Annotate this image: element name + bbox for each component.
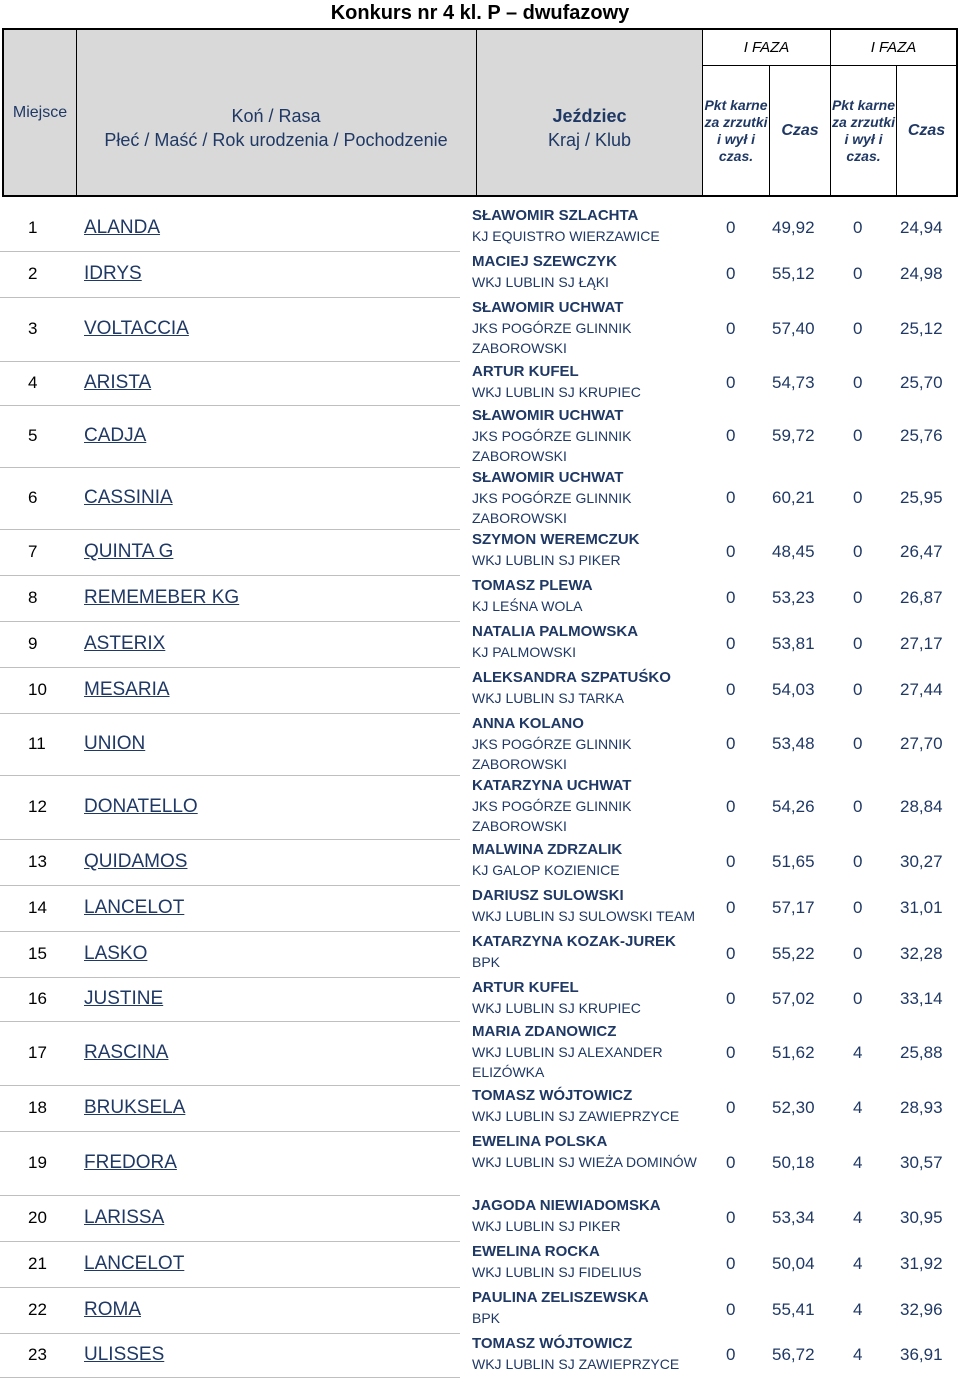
time-phase-2: 26,47 (900, 542, 943, 561)
penalty-phase-1: 0 (726, 989, 736, 1008)
rider-name: EWELINA POLSKA (472, 1133, 608, 1150)
rider-cell (472, 840, 702, 880)
rider-cell (472, 362, 702, 402)
rider-name: KATARZYNA UCHWAT (472, 777, 632, 794)
place-number: 11 (28, 734, 46, 753)
rider-cell (472, 1132, 702, 1172)
time-phase-2: 27,17 (900, 634, 943, 653)
rider-cell (472, 1242, 702, 1282)
rider-club: JKS POGÓRZE GLINNIK ZABOROWSKI (472, 320, 632, 356)
table-row (0, 1132, 960, 1196)
penalty-phase-2: 0 (853, 588, 863, 607)
place-number: 2 (28, 264, 38, 283)
rider-name: ANNA KOLANO (472, 715, 584, 732)
penalty-phase-1: 0 (726, 1300, 736, 1319)
time-phase-1: 51,62 (772, 1043, 815, 1062)
header-faza-1: I FAZA (703, 30, 830, 65)
time-phase-1: 48,45 (772, 542, 815, 561)
penalty-phase-1: 0 (726, 1043, 736, 1062)
place-number: 17 (28, 1043, 47, 1062)
rider-name: EWELINA ROCKA (472, 1243, 600, 1260)
penalty-phase-1: 0 (726, 734, 736, 753)
horse-name[interactable]: RASCINA (84, 1042, 169, 1063)
time-phase-1: 55,41 (772, 1300, 815, 1319)
rider-cell (472, 1334, 702, 1374)
time-phase-1: 59,72 (772, 426, 815, 445)
rider-club: WKJ LUBLIN SJ SULOWSKI TEAM (472, 908, 696, 924)
time-phase-1: 50,04 (772, 1254, 815, 1273)
horse-name[interactable]: FREDORA (84, 1152, 177, 1173)
time-phase-2: 30,57 (900, 1153, 943, 1172)
penalty-phase-2: 0 (853, 264, 863, 283)
penalty-phase-2: 0 (853, 680, 863, 699)
rider-cell (472, 622, 702, 662)
time-phase-1: 53,81 (772, 634, 815, 653)
rider-name: TOMASZ WÓJTOWICZ (472, 1335, 633, 1352)
time-phase-2: 28,84 (900, 797, 943, 816)
horse-name[interactable]: REMEMEBER KG (84, 587, 240, 608)
table-row (0, 932, 960, 978)
time-phase-1: 57,40 (772, 319, 815, 338)
time-phase-1: 53,23 (772, 588, 815, 607)
horse-name[interactable]: VOLTACCIA (84, 318, 189, 339)
time-phase-2: 27,44 (900, 680, 943, 699)
table-row (0, 576, 960, 622)
rider-name: JAGODA NIEWIADOMSKA (472, 1197, 661, 1214)
penalty-phase-1: 0 (726, 944, 736, 963)
rider-name: SŁAWOMIR UCHWAT (472, 407, 624, 424)
table-row (0, 406, 960, 468)
horse-name[interactable]: LANCELOT (84, 1253, 185, 1274)
penalty-phase-1: 0 (726, 218, 736, 237)
rider-club: WKJ LUBLIN SJ ALEXANDER ELIZÓWKA (472, 1044, 663, 1080)
horse-name[interactable]: ULISSES (84, 1344, 165, 1365)
time-phase-2: 24,98 (900, 264, 943, 283)
header-jezdziec-line1: Jeździec (552, 105, 627, 126)
time-phase-2: 25,70 (900, 373, 943, 392)
rider-club: JKS POGÓRZE GLINNIK ZABOROWSKI (472, 798, 632, 834)
header-kon (76, 30, 476, 195)
rider-name: MARIA ZDANOWICZ (472, 1023, 617, 1040)
penalty-phase-2: 4 (853, 1345, 863, 1364)
rider-cell (472, 776, 702, 836)
time-phase-2: 26,87 (900, 588, 943, 607)
rider-club: WKJ LUBLIN SJ ŁĄKI (472, 274, 609, 290)
horse-name[interactable]: LARISSA (84, 1207, 165, 1228)
penalty-phase-2: 4 (853, 1208, 863, 1227)
penalty-phase-2: 0 (853, 542, 863, 561)
rider-club: BPK (472, 1310, 501, 1326)
rider-name: SŁAWOMIR SZLACHTA (472, 207, 639, 224)
rider-club: WKJ LUBLIN SJ FIDELIUS (472, 1264, 642, 1280)
time-phase-2: 32,28 (900, 944, 943, 963)
rider-cell (472, 1196, 702, 1236)
rider-club: JKS POGÓRZE GLINNIK ZABOROWSKI (472, 490, 632, 526)
table-row (0, 668, 960, 714)
page-title: Konkurs nr 4 kl. P – dwufazowy (330, 2, 630, 24)
table-row (0, 362, 960, 406)
rider-cell (472, 714, 702, 774)
rider-name: ALEKSANDRA SZPATUŚKO (472, 669, 671, 686)
rider-cell (472, 886, 702, 926)
rider-name: MACIEJ SZEWCZYK (472, 253, 618, 270)
penalty-phase-2: 0 (853, 898, 863, 917)
time-phase-1: 60,21 (772, 488, 815, 507)
penalty-phase-1: 0 (726, 264, 736, 283)
penalty-phase-1: 0 (726, 319, 736, 338)
place-number: 23 (28, 1345, 47, 1364)
rider-name: SŁAWOMIR UCHWAT (472, 299, 624, 316)
place-number: 3 (28, 319, 38, 338)
penalty-phase-2: 0 (853, 426, 863, 445)
place-number: 19 (28, 1153, 47, 1172)
place-number: 13 (28, 852, 47, 871)
time-phase-1: 51,65 (772, 852, 815, 871)
rider-cell (472, 576, 702, 616)
table-row (0, 840, 960, 886)
place-number: 4 (28, 373, 38, 392)
rider-name: TOMASZ PLEWA (472, 577, 593, 594)
penalty-phase-1: 0 (726, 1345, 736, 1364)
place-number: 7 (28, 542, 38, 561)
place-number: 20 (28, 1208, 47, 1227)
time-phase-2: 36,91 (900, 1345, 943, 1364)
time-phase-1: 54,26 (772, 797, 815, 816)
rider-cell (472, 298, 702, 358)
time-phase-2: 33,14 (900, 989, 943, 1008)
table-row (0, 1334, 960, 1378)
table-header (2, 28, 958, 197)
penalty-phase-2: 4 (853, 1098, 863, 1117)
penalty-phase-2: 0 (853, 734, 863, 753)
horse-name[interactable]: QUIDAMOS (84, 851, 188, 872)
penalty-phase-2: 0 (853, 373, 863, 392)
rider-club: KJ GALOP KOZIENICE (472, 862, 620, 878)
rider-name: SZYMON WEREMCZUK (472, 531, 640, 548)
time-phase-1: 49,92 (772, 218, 815, 237)
rider-club: WKJ LUBLIN SJ ZAWIEPRZYCE (472, 1356, 680, 1372)
header-kon-line2: Płeć / Maść / Rok urodzenia / Pochodzenie (104, 129, 448, 150)
header-kon-line1: Koń / Rasa (231, 105, 321, 126)
table-row (0, 714, 960, 776)
table-row (0, 1196, 960, 1242)
penalty-phase-1: 0 (726, 898, 736, 917)
rider-name: ARTUR KUFEL (472, 363, 579, 380)
table-row (0, 1242, 960, 1288)
horse-name[interactable]: ALANDA (84, 217, 161, 238)
header-faza-2: I FAZA (831, 30, 956, 65)
time-phase-1: 54,03 (772, 680, 815, 699)
rider-name: NATALIA PALMOWSKA (472, 623, 639, 640)
penalty-phase-1: 0 (726, 634, 736, 653)
penalty-phase-2: 0 (853, 797, 863, 816)
place-number: 5 (28, 426, 38, 445)
rider-club: WKJ LUBLIN SJ KRUPIEC (472, 1000, 641, 1016)
penalty-phase-2: 0 (853, 944, 863, 963)
horse-name[interactable]: ARISTA (84, 372, 152, 393)
place-number: 8 (28, 588, 38, 607)
rider-club: KJ PALMOWSKI (472, 644, 576, 660)
time-phase-1: 57,17 (772, 898, 815, 917)
penalty-phase-1: 0 (726, 588, 736, 607)
time-phase-2: 24,94 (900, 218, 943, 237)
penalty-phase-2: 0 (853, 218, 863, 237)
rider-club: KJ EQUISTRO WIERZAWICE (472, 228, 660, 244)
time-phase-1: 50,18 (772, 1153, 815, 1172)
place-number: 16 (28, 989, 47, 1008)
time-phase-2: 25,95 (900, 488, 943, 507)
rider-cell (472, 1022, 702, 1082)
penalty-phase-2: 0 (853, 989, 863, 1008)
penalty-phase-1: 0 (726, 542, 736, 561)
rider-club: WKJ LUBLIN SJ ZAWIEPRZYCE (472, 1108, 680, 1124)
rider-cell (472, 206, 702, 246)
table-row (0, 1288, 960, 1334)
header-jezdziec (477, 30, 702, 195)
header-czas-2: Czas (897, 66, 956, 195)
time-phase-2: 31,92 (900, 1254, 943, 1273)
place-number: 9 (28, 634, 38, 653)
penalty-phase-2: 4 (853, 1254, 863, 1273)
time-phase-2: 25,88 (900, 1043, 943, 1062)
rider-name: PAULINA ZELISZEWSKA (472, 1289, 649, 1306)
rider-club: WKJ LUBLIN SJ PIKER (472, 552, 621, 568)
horse-name[interactable]: DONATELLO (84, 796, 198, 817)
table-row (0, 298, 960, 362)
rider-club: WKJ LUBLIN SJ KRUPIEC (472, 384, 641, 400)
horse-name[interactable]: QUINTA G (84, 541, 174, 562)
time-phase-2: 30,27 (900, 852, 943, 871)
table-row (0, 530, 960, 576)
table-row (0, 622, 960, 668)
time-phase-1: 57,02 (772, 989, 815, 1008)
rider-name: MALWINA ZDRZALIK (472, 841, 623, 858)
time-phase-2: 27,70 (900, 734, 943, 753)
table-row (0, 252, 960, 298)
place-number: 10 (28, 680, 47, 699)
rider-cell (472, 1086, 702, 1126)
place-number: 6 (28, 488, 38, 507)
header-pkt-2: Pkt karne za zrzutki i wył i czas. (831, 66, 896, 195)
penalty-phase-1: 0 (726, 488, 736, 507)
rider-cell (472, 530, 702, 570)
horse-name[interactable]: LANCELOT (84, 897, 185, 918)
rider-club: JKS POGÓRZE GLINNIK ZABOROWSKI (472, 428, 632, 464)
horse-name[interactable]: JUSTINE (84, 988, 164, 1009)
rider-club: KJ LEŚNA WOLA (472, 598, 583, 614)
rider-club: WKJ LUBLIN SJ TARKA (472, 690, 624, 706)
rider-cell (472, 406, 702, 466)
penalty-phase-1: 0 (726, 1208, 736, 1227)
penalty-phase-1: 0 (726, 1254, 736, 1273)
table-row (0, 776, 960, 840)
rider-cell (472, 252, 702, 292)
table-row (0, 1022, 960, 1086)
horse-name[interactable]: UNION (84, 733, 146, 754)
time-phase-2: 31,01 (900, 898, 943, 917)
rider-name: ARTUR KUFEL (472, 979, 579, 996)
time-phase-1: 53,48 (772, 734, 815, 753)
time-phase-1: 55,22 (772, 944, 815, 963)
rider-name: DARIUSZ SULOWSKI (472, 887, 624, 904)
penalty-phase-2: 0 (853, 852, 863, 871)
horse-name[interactable]: CASSINIA (84, 487, 173, 508)
table-row (0, 206, 960, 252)
penalty-phase-1: 0 (726, 797, 736, 816)
rider-cell (472, 668, 702, 708)
header-jezdziec-line2: Kraj / Klub (547, 129, 632, 150)
time-phase-2: 25,12 (900, 319, 943, 338)
horse-name[interactable]: IDRYS (84, 263, 142, 284)
header-pkt-1: Pkt karne za zrzutki i wył i czas. (703, 66, 769, 195)
horse-name[interactable]: LASKO (84, 943, 148, 964)
horse-name[interactable]: ROMA (84, 1299, 141, 1320)
penalty-phase-1: 0 (726, 373, 736, 392)
rider-cell (472, 978, 702, 1018)
time-phase-2: 32,96 (900, 1300, 943, 1319)
table-row (0, 978, 960, 1022)
penalty-phase-2: 0 (853, 319, 863, 338)
penalty-phase-2: 0 (853, 634, 863, 653)
place-number: 21 (28, 1254, 47, 1273)
rider-cell (472, 1288, 702, 1328)
horse-name[interactable]: MESARIA (84, 679, 170, 700)
rider-name: KATARZYNA KOZAK-JUREK (472, 933, 676, 950)
place-number: 15 (28, 944, 47, 963)
place-number: 1 (28, 218, 38, 237)
penalty-phase-1: 0 (726, 1098, 736, 1117)
place-number: 14 (28, 898, 47, 917)
rider-cell (472, 468, 702, 528)
table-row (0, 886, 960, 932)
rider-club: WKJ LUBLIN SJ WIEŻA DOMINÓW (472, 1154, 697, 1170)
penalty-phase-1: 0 (726, 1153, 736, 1172)
table-row (0, 1086, 960, 1132)
time-phase-1: 54,73 (772, 373, 815, 392)
time-phase-1: 53,34 (772, 1208, 815, 1227)
time-phase-2: 28,93 (900, 1098, 943, 1117)
horse-name[interactable]: ASTERIX (84, 633, 166, 654)
penalty-phase-2: 4 (853, 1043, 863, 1062)
penalty-phase-2: 0 (853, 488, 863, 507)
rider-club: JKS POGÓRZE GLINNIK ZABOROWSKI (472, 736, 632, 772)
table-row (0, 468, 960, 530)
time-phase-2: 30,95 (900, 1208, 943, 1227)
time-phase-1: 55,12 (772, 264, 815, 283)
rider-name: TOMASZ WÓJTOWICZ (472, 1087, 633, 1104)
header-miejsce: Miejsce (12, 103, 68, 121)
time-phase-1: 56,72 (772, 1345, 815, 1364)
horse-name[interactable]: CADJA (84, 425, 147, 446)
rider-name: SŁAWOMIR UCHWAT (472, 469, 624, 486)
place-number: 12 (28, 797, 47, 816)
rider-club: WKJ LUBLIN SJ PIKER (472, 1218, 621, 1234)
penalty-phase-1: 0 (726, 680, 736, 699)
rider-cell (472, 932, 702, 972)
penalty-phase-1: 0 (726, 426, 736, 445)
rider-club: BPK (472, 954, 501, 970)
time-phase-2: 25,76 (900, 426, 943, 445)
penalty-phase-2: 4 (853, 1300, 863, 1319)
time-phase-1: 52,30 (772, 1098, 815, 1117)
horse-name[interactable]: BRUKSELA (84, 1097, 186, 1118)
place-number: 18 (28, 1098, 47, 1117)
penalty-phase-1: 0 (726, 852, 736, 871)
header-czas-1: Czas (770, 66, 830, 195)
penalty-phase-2: 4 (853, 1153, 863, 1172)
place-number: 22 (28, 1300, 47, 1319)
